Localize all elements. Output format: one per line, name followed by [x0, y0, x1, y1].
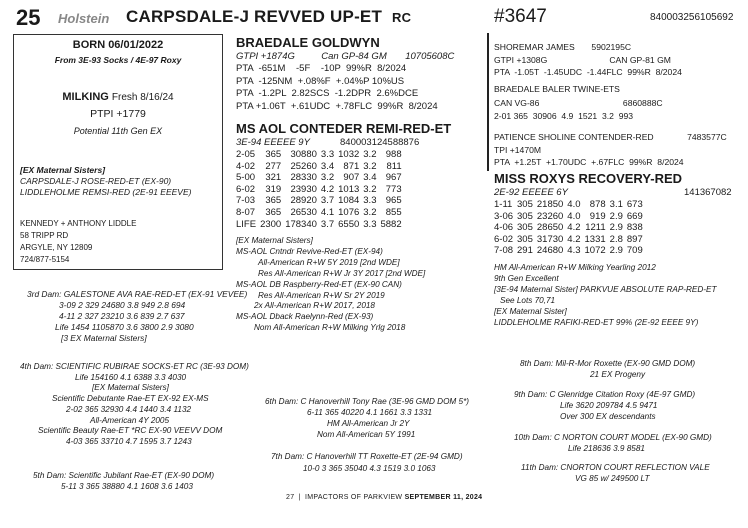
fourth-dam-title: 4th Dam: SCIENTIFIC RUBIRAE SOCKS-ET RC (3E-93 DOM) — [20, 362, 249, 371]
right-line: TPI +1470M — [494, 144, 542, 155]
dam-records-table — [236, 149, 406, 230]
record-cell: 25260 — [290, 160, 317, 172]
fourth-dam-line: 2-02 365 32930 4.4 1440 3.4 1132 — [66, 404, 192, 414]
record-cell: 291 — [517, 245, 533, 257]
record-cell: 7-08 — [494, 245, 514, 257]
record-cell: 4-02 — [236, 160, 256, 172]
dam-class: 3E-94 EEEEE 9Y — [236, 137, 310, 148]
right-line: BRAEDALE BALER TWINE-ETS — [494, 84, 620, 94]
sire-line: PTA -125NM +.08%F +.04%P 10%US — [236, 75, 405, 87]
granddam-note: [3E-94 Maternal Sister] PARKVUE ABSOLUTE RAP-RED-ET — [494, 284, 717, 294]
record-cell: 4.2 — [567, 233, 581, 245]
third-dam-block — [27, 289, 247, 344]
record-cell: 21850 — [536, 199, 564, 210]
record-cell: 871 — [343, 160, 360, 172]
record-row — [236, 195, 406, 207]
record-cell: 365 — [265, 149, 282, 160]
record-cell: 965 — [385, 195, 402, 207]
sixth-dam-line: Nom All-American 5Y 1991 — [317, 429, 416, 439]
dam-note: MS-AOL DB Raspberry-Red-ET (EX-90 CAN) — [236, 279, 402, 289]
sire-line: PTA -1.2PL 2.82SCS -1.2DPR 2.6%DCE — [236, 88, 419, 100]
publication-name: IMPACTORS OF PARKVIEW — [305, 494, 403, 501]
consignor-address: 58 TRIPP RD — [20, 231, 69, 240]
record-row — [236, 219, 406, 231]
id-number: 840003256105692 — [650, 12, 734, 23]
from-line: From 3E-93 Socks / 4E-97 Roxy — [54, 55, 182, 65]
record-cell: 3.4 — [320, 160, 335, 172]
record-row — [236, 207, 406, 219]
record-cell: 2-05 — [236, 149, 256, 160]
record-cell: 1084 — [338, 195, 360, 207]
record-cell: 28920 — [290, 195, 317, 207]
record-cell: 1032 — [338, 149, 360, 160]
record-cell: 3.2 — [320, 172, 335, 184]
right-line: PTA +1.25T +1.70UDC +.67FLC 99%R 8/2024 — [494, 157, 684, 168]
page-footer — [286, 494, 482, 501]
record-cell: 669 — [626, 210, 643, 222]
record-cell: 365 — [265, 206, 282, 218]
record-cell: 907 — [343, 172, 360, 184]
granddam-records-table — [494, 199, 647, 257]
record-cell: 3.7 — [320, 218, 335, 230]
granddam-name: MISS ROXYS RECOVERY-RED — [494, 171, 683, 186]
record-cell: 4.0 — [567, 199, 581, 210]
record-cell: 7-03 — [236, 195, 256, 207]
third-dam-line: 3-09 2 329 24680 3.8 949 2.8 694 — [59, 299, 186, 310]
born-date: BORN 06/01/2022 — [72, 39, 164, 51]
record-cell: 897 — [626, 233, 643, 245]
record-cell: LIFE — [236, 218, 257, 230]
cow-name-suffix: RC — [392, 10, 412, 25]
tenth-dam-block — [514, 432, 712, 454]
sire-line: GTPI +1874G Can GP-84 GM 10705608C — [236, 51, 455, 62]
record-row — [494, 234, 647, 246]
cow-name — [126, 7, 411, 27]
record-cell: 838 — [626, 222, 643, 234]
granddam-note: LIDDLEHOLME RAFIKI-RED-ET 99% (2E-92 EEEE 9Y) — [494, 317, 699, 327]
ninth-dam-line: Life 3620 209784 4.5 9471 — [560, 401, 658, 410]
dam-note: All-American R+W 5Y 2019 [2nd WDE] — [258, 257, 400, 267]
record-cell: 919 — [589, 210, 606, 222]
record-cell: 321 — [265, 172, 282, 184]
granddam-note: HM All-American R+W Milking Yearling 2012 — [494, 263, 656, 272]
right-sire-block — [494, 41, 682, 79]
milking-value: Fresh 8/16/24 — [111, 92, 174, 103]
sire-line: PTA +1.06T +.61UDC +.78FLC 99%R 8/2024 — [236, 100, 438, 112]
milking-status — [14, 91, 222, 103]
dam-notes — [236, 236, 425, 334]
eighth-dam-block — [520, 358, 695, 380]
record-cell: 3.3 — [320, 149, 335, 160]
dam-id: 840003124588876 — [340, 137, 420, 148]
page-header — [16, 5, 738, 31]
lot-number: 25 — [16, 5, 41, 30]
third-dam-line: Life 1454 1105870 3.6 3800 2.9 3080 — [55, 321, 194, 332]
record-cell: 3.2 — [363, 206, 377, 218]
record-cell: 26530 — [290, 206, 317, 218]
fourth-dam-line: All-American 4Y 2005 — [90, 415, 170, 425]
dam-note: Nom All-American R+W Milking Yrlg 2018 — [254, 323, 406, 333]
record-cell: 30880 — [290, 149, 317, 160]
record-cell: 811 — [386, 160, 402, 172]
right-line: SHOREMAR JAMES 5902195C — [494, 42, 632, 52]
record-cell: 6-02 — [236, 183, 256, 195]
right-line: PATIENCE SHOLINE CONTENDER-RED 7483577C — [494, 132, 727, 142]
record-cell: 967 — [385, 172, 402, 184]
record-row — [236, 161, 406, 173]
record-cell: 3.4 — [363, 172, 377, 184]
record-cell: 1013 — [338, 183, 360, 195]
granddam-notes — [494, 263, 717, 328]
dam-name: MS AOL CONTEDER REMI-RED-ET — [236, 121, 452, 136]
info-box — [13, 34, 223, 270]
granddam-note: 9th Gen Excellent — [494, 273, 559, 283]
consignor-name: KENNEDY + ANTHONY LIDDLE — [20, 219, 137, 228]
sisters-header: [EX Maternal Sisters] — [20, 165, 106, 175]
sire-line: PTA -651M -5F -10P 99%R 8/2024 — [236, 63, 407, 75]
sixth-dam-block — [265, 397, 469, 441]
record-cell: 673 — [626, 199, 643, 210]
record-cell: 2.9 — [609, 222, 623, 234]
eighth-dam-title: 8th Dam: Mil-R-Mor Roxette (EX-90 GMD DOM) — [520, 359, 696, 368]
granddam-id: 141367082 — [684, 187, 732, 198]
record-cell: 305 — [517, 233, 533, 245]
granddam-note: See Lots 70,71 — [500, 295, 556, 305]
fourth-dam-block — [20, 362, 249, 448]
sire-name: BRAEDALE GOLDWYN — [236, 35, 380, 50]
record-cell: 3.3 — [363, 218, 377, 230]
record-cell: 3.2 — [363, 160, 377, 172]
record-cell: 1072 — [584, 245, 606, 257]
sixth-dam-title: 6th Dam: C Hanoverhill Tony Rae (3E-96 GMD DOM 5*) — [265, 397, 469, 406]
record-cell: 988 — [385, 149, 402, 160]
record-cell: 3.2 — [363, 183, 377, 195]
dam-note: [EX Maternal Sisters] — [236, 236, 313, 245]
record-cell: 277 — [265, 160, 282, 172]
granddam-class: 2E-92 EEEEE 6Y — [494, 187, 568, 198]
seventh-dam-title: 7th Dam: C Hanoverhill TT Roxette-ET (2E-94 GMD) — [271, 452, 463, 461]
dam-note: MS-AOL Dback Raelynn-Red (EX-93) — [236, 312, 374, 322]
record-cell: 2.9 — [609, 210, 623, 222]
record-cell: 23930 — [290, 183, 317, 195]
record-row — [236, 172, 406, 184]
record-cell: 5-00 — [236, 172, 256, 184]
record-row — [494, 211, 647, 223]
right-divider — [487, 33, 489, 171]
record-row — [494, 245, 647, 257]
record-cell: 1076 — [338, 206, 360, 218]
tenth-dam-line: Life 218636 3.9 8581 — [568, 444, 645, 453]
sire-stats — [236, 51, 454, 113]
record-cell: 31730 — [536, 233, 564, 245]
record-cell: 855 — [385, 206, 402, 218]
right-line: GTPI +1308G CAN GP-81 GM — [494, 54, 671, 65]
record-row — [236, 184, 406, 196]
fifth-dam-line: 5-11 3 365 38880 4.1 1608 3.6 1403 — [61, 482, 193, 491]
record-cell: 878 — [589, 199, 606, 210]
fourth-dam-line: Scientific Beauty Rae-ET *RC EX-90 VEEVV DOM — [38, 426, 223, 436]
fourth-dam-line: Life 154160 4.1 6388 3.3 4030 — [75, 372, 187, 382]
milking-label: MILKING — [62, 91, 109, 103]
eleventh-dam-block — [521, 462, 710, 484]
record-cell: 28650 — [536, 222, 564, 234]
cow-name-text: CARPSDALE-J REVVED UP-ET — [126, 7, 383, 26]
page-number: 27 — [286, 494, 295, 501]
record-cell: 4-06 — [494, 222, 514, 234]
dam-note: MS-AOL Cntndr Revive-Red-ET (EX-94) — [236, 246, 383, 256]
record-cell: 4.1 — [320, 206, 335, 218]
right-line: CAN VG-86 6860888C — [494, 97, 663, 108]
record-cell: 2.9 — [609, 245, 623, 257]
registration-number: #3647 — [494, 6, 547, 27]
fifth-dam-title: 5th Dam: Scientific Jubilant Rae-ET (EX-90 DOM) — [33, 471, 215, 480]
dam-note: Res All-American R+W Jr 3Y 2017 [2nd WDE] — [258, 268, 426, 278]
record-cell: 305 — [517, 199, 533, 210]
record-cell: 6550 — [338, 218, 360, 230]
record-cell: 1-11 — [494, 199, 513, 210]
sister-1: CARPSDALE-J ROSE-RED-ET (EX-90) — [20, 176, 172, 186]
right-line: PTA -1.05T -1.45UDC -1.44FLC 99%R 8/2024 — [494, 67, 682, 78]
eleventh-dam-title: 11th Dam: CNORTON COURT REFLECTION VALE — [521, 463, 710, 472]
record-cell: 178340 — [285, 218, 317, 230]
third-dam-title: 3rd Dam: GALESTONE AVA RAE-RED-ET (EX-91 VEVEE) — [27, 289, 248, 299]
record-cell: 709 — [626, 245, 643, 257]
record-cell: 3.1 — [609, 199, 623, 210]
seventh-dam-line: 10-0 3 365 35040 4.3 1519 3.0 1063 — [303, 463, 436, 473]
record-cell: 3.2 — [363, 149, 377, 160]
record-cell: 319 — [265, 183, 282, 195]
right-dam-block — [494, 83, 663, 124]
record-cell: 1211 — [585, 222, 606, 234]
record-cell: 5882 — [380, 218, 402, 230]
sixth-dam-line: 6-11 365 40220 4.1 1661 3.3 1331 — [307, 407, 433, 417]
fifth-dam-block — [33, 470, 214, 492]
record-row — [494, 222, 647, 234]
dam-note: 2x All-American R+W 2017, 2018 — [254, 301, 375, 311]
ninth-dam-block — [514, 389, 695, 422]
consignor-phone: 724/877-5154 — [20, 255, 70, 264]
right-granddam-sire-block — [494, 131, 727, 169]
record-cell: 3-06 — [494, 210, 514, 222]
breed-label: Holstein — [58, 11, 110, 26]
sixth-dam-line: HM All-American Jr 2Y — [327, 418, 410, 428]
record-cell: 4.0 — [567, 210, 581, 222]
granddam-note: [EX Maternal Sister] — [494, 306, 567, 316]
record-cell: 23260 — [536, 210, 564, 222]
fourth-dam-line: [EX Maternal Sisters] — [92, 383, 169, 393]
ptpi: PTPI +1779 — [90, 108, 146, 120]
record-cell: 305 — [517, 222, 533, 234]
eighth-dam-line: 21 EX Progeny — [590, 370, 646, 379]
record-cell: 4.2 — [567, 222, 581, 234]
record-cell: 773 — [385, 183, 402, 195]
fourth-dam-line: 4-03 365 33710 4.7 1595 3.7 1243 — [66, 436, 192, 446]
record-row — [494, 199, 647, 211]
record-cell: 28330 — [290, 172, 317, 184]
record-cell: 365 — [265, 195, 282, 207]
right-line: 2-01 365 30906 4.9 1521 3.2 993 — [494, 111, 634, 121]
record-cell: 3.7 — [320, 195, 335, 207]
potential: Potential 11th Gen EX — [73, 126, 163, 136]
record-cell: 4.3 — [567, 245, 581, 257]
record-cell: 8-07 — [236, 206, 256, 218]
third-dam-line: [3 EX Maternal Sisters] — [61, 332, 147, 343]
eleventh-dam-line: VG 85 w/ 249500 LT — [575, 474, 650, 483]
record-cell: 1331 — [584, 233, 606, 245]
tenth-dam-title: 10th Dam: C NORTON COURT MODEL (EX-90 GMD) — [514, 433, 712, 442]
footer-separator: | — [298, 494, 301, 501]
dam-note: Res All-American R+W Sr 2Y 2019 — [258, 290, 385, 300]
record-cell: 3.3 — [363, 195, 377, 207]
record-cell: 4.2 — [320, 183, 335, 195]
record-row — [236, 149, 406, 161]
ninth-dam-line: Over 300 EX descendants — [560, 412, 656, 421]
third-dam-line: 4-11 2 327 23210 3.6 839 2.7 637 — [59, 310, 185, 321]
record-cell: 2.8 — [609, 233, 623, 245]
seventh-dam-block — [271, 451, 463, 475]
ninth-dam-title: 9th Dam: C Glenridge Citation Roxy (4E-97 GMD) — [514, 390, 696, 399]
sister-2: LIDDLEHOLME REMSI-RED (2E-91 EEEVE) — [20, 187, 192, 197]
record-cell: 6-02 — [494, 233, 514, 245]
record-cell: 305 — [517, 210, 533, 222]
record-cell: 2300 — [260, 218, 282, 230]
consignor-city: ARGYLE, NY 12809 — [20, 243, 93, 252]
fourth-dam-line: Scientific Debutante Rae-ET EX-92 EX-MS — [52, 394, 209, 404]
publication-date: SEPTEMBER 11, 2024 — [404, 494, 483, 501]
record-cell: 24680 — [536, 245, 564, 257]
